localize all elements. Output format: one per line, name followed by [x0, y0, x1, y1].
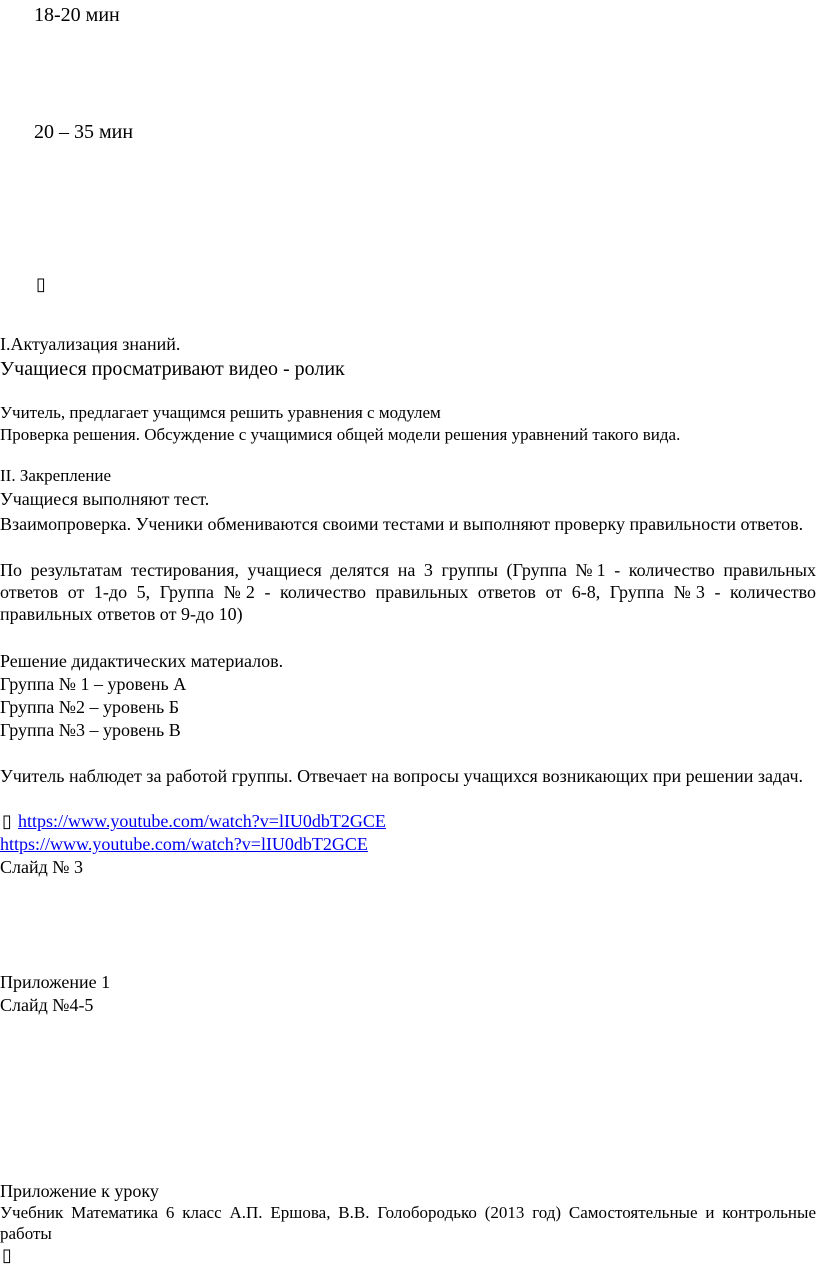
textbook-reference: Учебник Математика 6 класс А.П. Ершова, В.В. Голобородько (2013 год) Самостоятельные и контрольные работы [0, 1203, 816, 1243]
placeholder-glyph-icon: ▯ [36, 274, 46, 295]
appendix-label: Приложение 1 [0, 972, 111, 992]
paragraph-video: Учащиеся просматривают видео - ролик [0, 358, 345, 380]
placeholder-glyph-icon: ▯ [2, 811, 12, 832]
paragraph-mutual-check: Взаимопроверка. Ученики обмениваются своими тестами и выполняют проверку правильности ответов. [0, 514, 804, 534]
group-level-b: Группа №2 – уровень Б [0, 697, 180, 717]
slide-label-4-5: Слайд №4-5 [0, 995, 94, 1015]
group-level-a: Группа № 1 – уровень А [0, 674, 187, 694]
section-title-actualization: I.Актуализация знаний. [0, 334, 181, 354]
time-label-2: 20 – 35 мин [34, 121, 134, 143]
paragraph-check: Проверка решения. Обсуждение с учащимися общей модели решения уравнений такого вида. [0, 425, 681, 444]
placeholder-glyph-icon: ▯ [2, 1245, 12, 1266]
paragraph-groups-division: По результатам тестирования, учащиеся делятся на 3 группы (Группа №1 - количество правильных ответов от 1-до 5, Группа №2 - количество правильных ответов от 6-8, Группа №3 - количество правильных ответов от 9-до 10) [0, 560, 816, 624]
paragraph-didactic: Решение дидактических материалов. [0, 651, 284, 671]
lesson-appendix-label: Приложение к уроку [0, 1181, 159, 1201]
group-level-c: Группа №3 – уровень В [0, 720, 181, 740]
youtube-link[interactable]: https://www.youtube.com/watch?v=lIU0dbT2GCE [18, 811, 386, 831]
time-label-1: 18-20 мин [34, 4, 120, 26]
paragraph-teacher-observes: Учитель наблюдет за работой группы. Отвечает на вопросы учащихся возникающих при решении задач. [0, 766, 803, 786]
paragraph-teacher-task: Учитель, предлагает учащимся решить уравнения с модулем [0, 403, 441, 422]
slide-label-3: Слайд № 3 [0, 857, 83, 877]
section-title-consolidation: II. Закрепление [0, 466, 112, 485]
youtube-link[interactable]: https://www.youtube.com/watch?v=lIU0dbT2GCE [0, 834, 368, 854]
paragraph-test: Учащиеся выполняют тест. [0, 489, 210, 509]
